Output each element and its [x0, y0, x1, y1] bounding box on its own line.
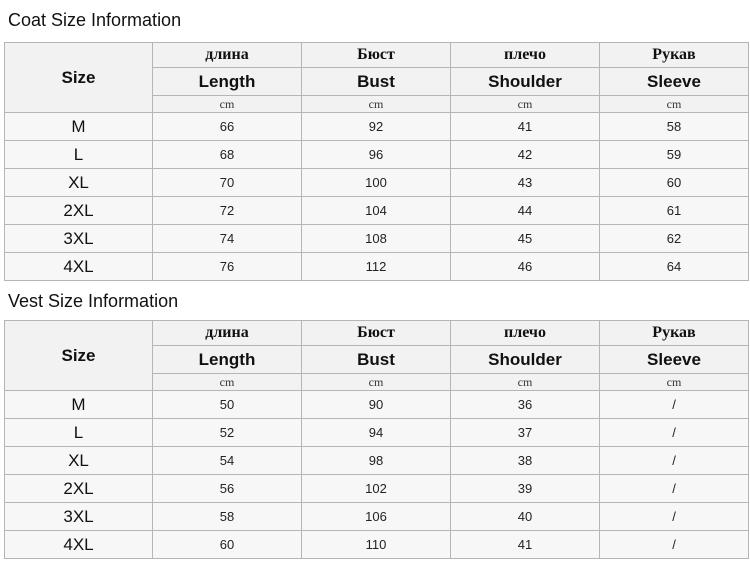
column-header-english: Shoulder — [451, 346, 600, 374]
size-label: 4XL — [5, 531, 153, 559]
measurement-cell: 112 — [302, 253, 451, 281]
column-header-russian: Рукав — [600, 43, 749, 68]
column-header-russian: Бюст — [302, 43, 451, 68]
column-header-english: Length — [153, 68, 302, 96]
size-label: 2XL — [5, 475, 153, 503]
size-label: XL — [5, 169, 153, 197]
size-label: M — [5, 391, 153, 419]
size-label: 3XL — [5, 225, 153, 253]
measurement-cell: 38 — [451, 447, 600, 475]
table-row — [5, 475, 749, 503]
measurement-cell: 41 — [451, 113, 600, 141]
coat-section-title: Coat Size Information — [8, 10, 182, 30]
measurement-cell: 46 — [451, 253, 600, 281]
measurement-cell: 92 — [302, 113, 451, 141]
column-unit: cm — [153, 374, 302, 391]
table-row — [5, 113, 749, 141]
table-row — [5, 419, 749, 447]
column-unit: cm — [451, 96, 600, 113]
measurement-cell: 104 — [302, 197, 451, 225]
table-row — [5, 197, 749, 225]
measurement-cell: 90 — [302, 391, 451, 419]
column-header-english: Length — [153, 346, 302, 374]
measurement-cell: 54 — [153, 447, 302, 475]
vest-section-title: Vest Size Information — [8, 291, 179, 311]
measurement-cell: 94 — [302, 419, 451, 447]
measurement-cell: 108 — [302, 225, 451, 253]
table-row — [5, 391, 749, 419]
measurement-cell: 70 — [153, 169, 302, 197]
table-row — [5, 503, 749, 531]
measurement-cell: 72 — [153, 197, 302, 225]
measurement-cell: 52 — [153, 419, 302, 447]
measurement-cell: 106 — [302, 503, 451, 531]
column-unit: cm — [600, 374, 749, 391]
measurement-cell: 60 — [600, 169, 749, 197]
column-header-english: Bust — [302, 68, 451, 96]
measurement-cell: 59 — [600, 141, 749, 169]
header-row-russian — [5, 43, 749, 68]
header-row-russian — [5, 321, 749, 346]
measurement-cell: 58 — [600, 113, 749, 141]
size-label: L — [5, 141, 153, 169]
column-header-russian: Рукав — [600, 321, 749, 346]
measurement-cell: / — [600, 531, 749, 559]
measurement-cell: 74 — [153, 225, 302, 253]
measurement-cell: / — [600, 391, 749, 419]
measurement-cell: 44 — [451, 197, 600, 225]
measurement-cell: 56 — [153, 475, 302, 503]
measurement-cell: 66 — [153, 113, 302, 141]
measurement-cell: / — [600, 475, 749, 503]
size-label: XL — [5, 447, 153, 475]
table-row — [5, 225, 749, 253]
measurement-cell: 40 — [451, 503, 600, 531]
measurement-cell: 41 — [451, 531, 600, 559]
measurement-cell: 102 — [302, 475, 451, 503]
size-label: 4XL — [5, 253, 153, 281]
vest-size-table — [4, 320, 749, 559]
measurement-cell: 62 — [600, 225, 749, 253]
measurement-cell: 64 — [600, 253, 749, 281]
size-label: M — [5, 113, 153, 141]
column-unit: cm — [153, 96, 302, 113]
measurement-cell: 39 — [451, 475, 600, 503]
column-header-english: Sleeve — [600, 346, 749, 374]
column-unit: cm — [600, 96, 749, 113]
column-header-russian: плечо — [451, 321, 600, 346]
table-row — [5, 169, 749, 197]
table-row — [5, 447, 749, 475]
measurement-cell: 76 — [153, 253, 302, 281]
measurement-cell: 100 — [302, 169, 451, 197]
table-row — [5, 141, 749, 169]
column-header-english: Bust — [302, 346, 451, 374]
measurement-cell: 43 — [451, 169, 600, 197]
column-unit: cm — [302, 96, 451, 113]
measurement-cell: 37 — [451, 419, 600, 447]
size-label: 3XL — [5, 503, 153, 531]
coat-size-table — [4, 42, 749, 281]
measurement-cell: 60 — [153, 531, 302, 559]
measurement-cell: 36 — [451, 391, 600, 419]
table-row — [5, 253, 749, 281]
column-unit: cm — [302, 374, 451, 391]
measurement-cell: 61 — [600, 197, 749, 225]
measurement-cell: 58 — [153, 503, 302, 531]
column-header-russian: длина — [153, 321, 302, 346]
size-label: L — [5, 419, 153, 447]
table-row — [5, 531, 749, 559]
measurement-cell: 50 — [153, 391, 302, 419]
column-header-russian: плечо — [451, 43, 600, 68]
measurement-cell: 110 — [302, 531, 451, 559]
measurement-cell: / — [600, 503, 749, 531]
measurement-cell: 45 — [451, 225, 600, 253]
column-header-english: Sleeve — [600, 68, 749, 96]
column-header-russian: длина — [153, 43, 302, 68]
measurement-cell: / — [600, 419, 749, 447]
size-label: 2XL — [5, 197, 153, 225]
size-column-header: Size — [5, 321, 153, 391]
column-unit: cm — [451, 374, 600, 391]
measurement-cell: 42 — [451, 141, 600, 169]
measurement-cell: / — [600, 447, 749, 475]
measurement-cell: 96 — [302, 141, 451, 169]
column-header-russian: Бюст — [302, 321, 451, 346]
column-header-english: Shoulder — [451, 68, 600, 96]
measurement-cell: 68 — [153, 141, 302, 169]
size-column-header: Size — [5, 43, 153, 113]
measurement-cell: 98 — [302, 447, 451, 475]
